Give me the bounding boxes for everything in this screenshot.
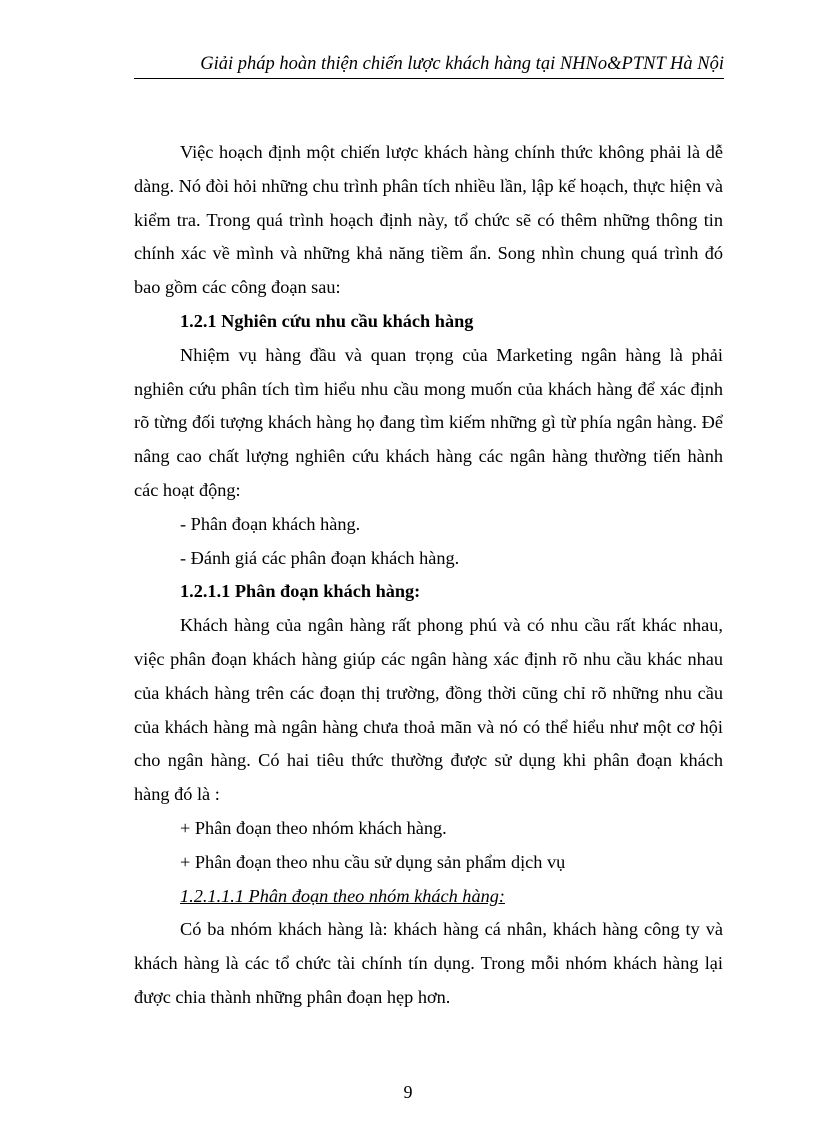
- page-number: 9: [403, 1082, 413, 1102]
- list-item: - Phân đoạn khách hàng.: [180, 513, 361, 534]
- section-heading-1-2-1: 1.2.1 Nghiên cứu nhu cầu khách hàng: [180, 310, 474, 331]
- list-item: + Phân đoạn theo nhóm khách hàng.: [180, 817, 447, 838]
- task-paragraph: Nhiệm vụ hàng đầu và quan trọng của Marketing ngân hàng là phải nghiên cứu phân tích tìm hiểu nhu cầu mong muốn của khách hàng để xác định rõ từng đối tượng khách hàng họ đang tìm kiếm những gì từ phía ngân hàng. Để nâng cao chất lượng nghiên cứu khách hàng các ngân hàng thường tiến hành các hoạt động:: [134, 344, 723, 500]
- intro-paragraph: Việc hoạch định một chiến lược khách hàng chính thức không phải là dễ dàng. Nó đòi hỏi những chu trình phân tích nhiều lần, lập kế hoạch, thực hiện và kiểm tra. Trong quá trình hoạch định này, tổ chức sẽ có thêm những thông tin chính xác về mình và những khả năng tiềm ẩn. Song nhìn chung quá trình đó bao gồm các công đoạn sau:: [134, 142, 723, 298]
- list-item: + Phân đoạn theo nhu cầu sử dụng sản phẩm dịch vụ: [180, 851, 566, 872]
- header-title: Giải pháp hoàn thiện chiến lược khách hàng tại NHNo&PTNT Hà Nội: [200, 54, 724, 74]
- groups-paragraph: Có ba nhóm khách hàng là: khách hàng cá nhân, khách hàng công ty và khách hàng là các tổ chức tài chính tín dụng. Trong mỗi nhóm khách hàng lại được chia thành những phân đoạn hẹp hơn.: [134, 919, 723, 1007]
- subsection-heading-1-2-1-1-1: 1.2.1.1.1 Phân đoạn theo nhóm khách hàng:: [180, 885, 505, 906]
- running-header: [134, 52, 724, 79]
- segment-paragraph: Khách hàng của ngân hàng rất phong phú và có nhu cầu rất khác nhau, việc phân đoạn khách hàng giúp các ngân hàng xác định rõ nhu cầu khác nhau của khách hàng trên các đoạn thị trường, đồng thời cũng chỉ rõ những nhu cầu của khách hàng mà ngân hàng chưa thoả mãn và nó có thể hiểu như một cơ hội cho ngân hàng. Có hai tiêu thức thường được sử dụng khi phân đoạn khách hàng đó là :: [134, 615, 723, 805]
- list-item: - Đánh giá các phân đoạn khách hàng.: [180, 547, 460, 568]
- document-body: [134, 136, 723, 1015]
- section-heading-1-2-1-1: 1.2.1.1 Phân đoạn khách hàng:: [180, 581, 421, 602]
